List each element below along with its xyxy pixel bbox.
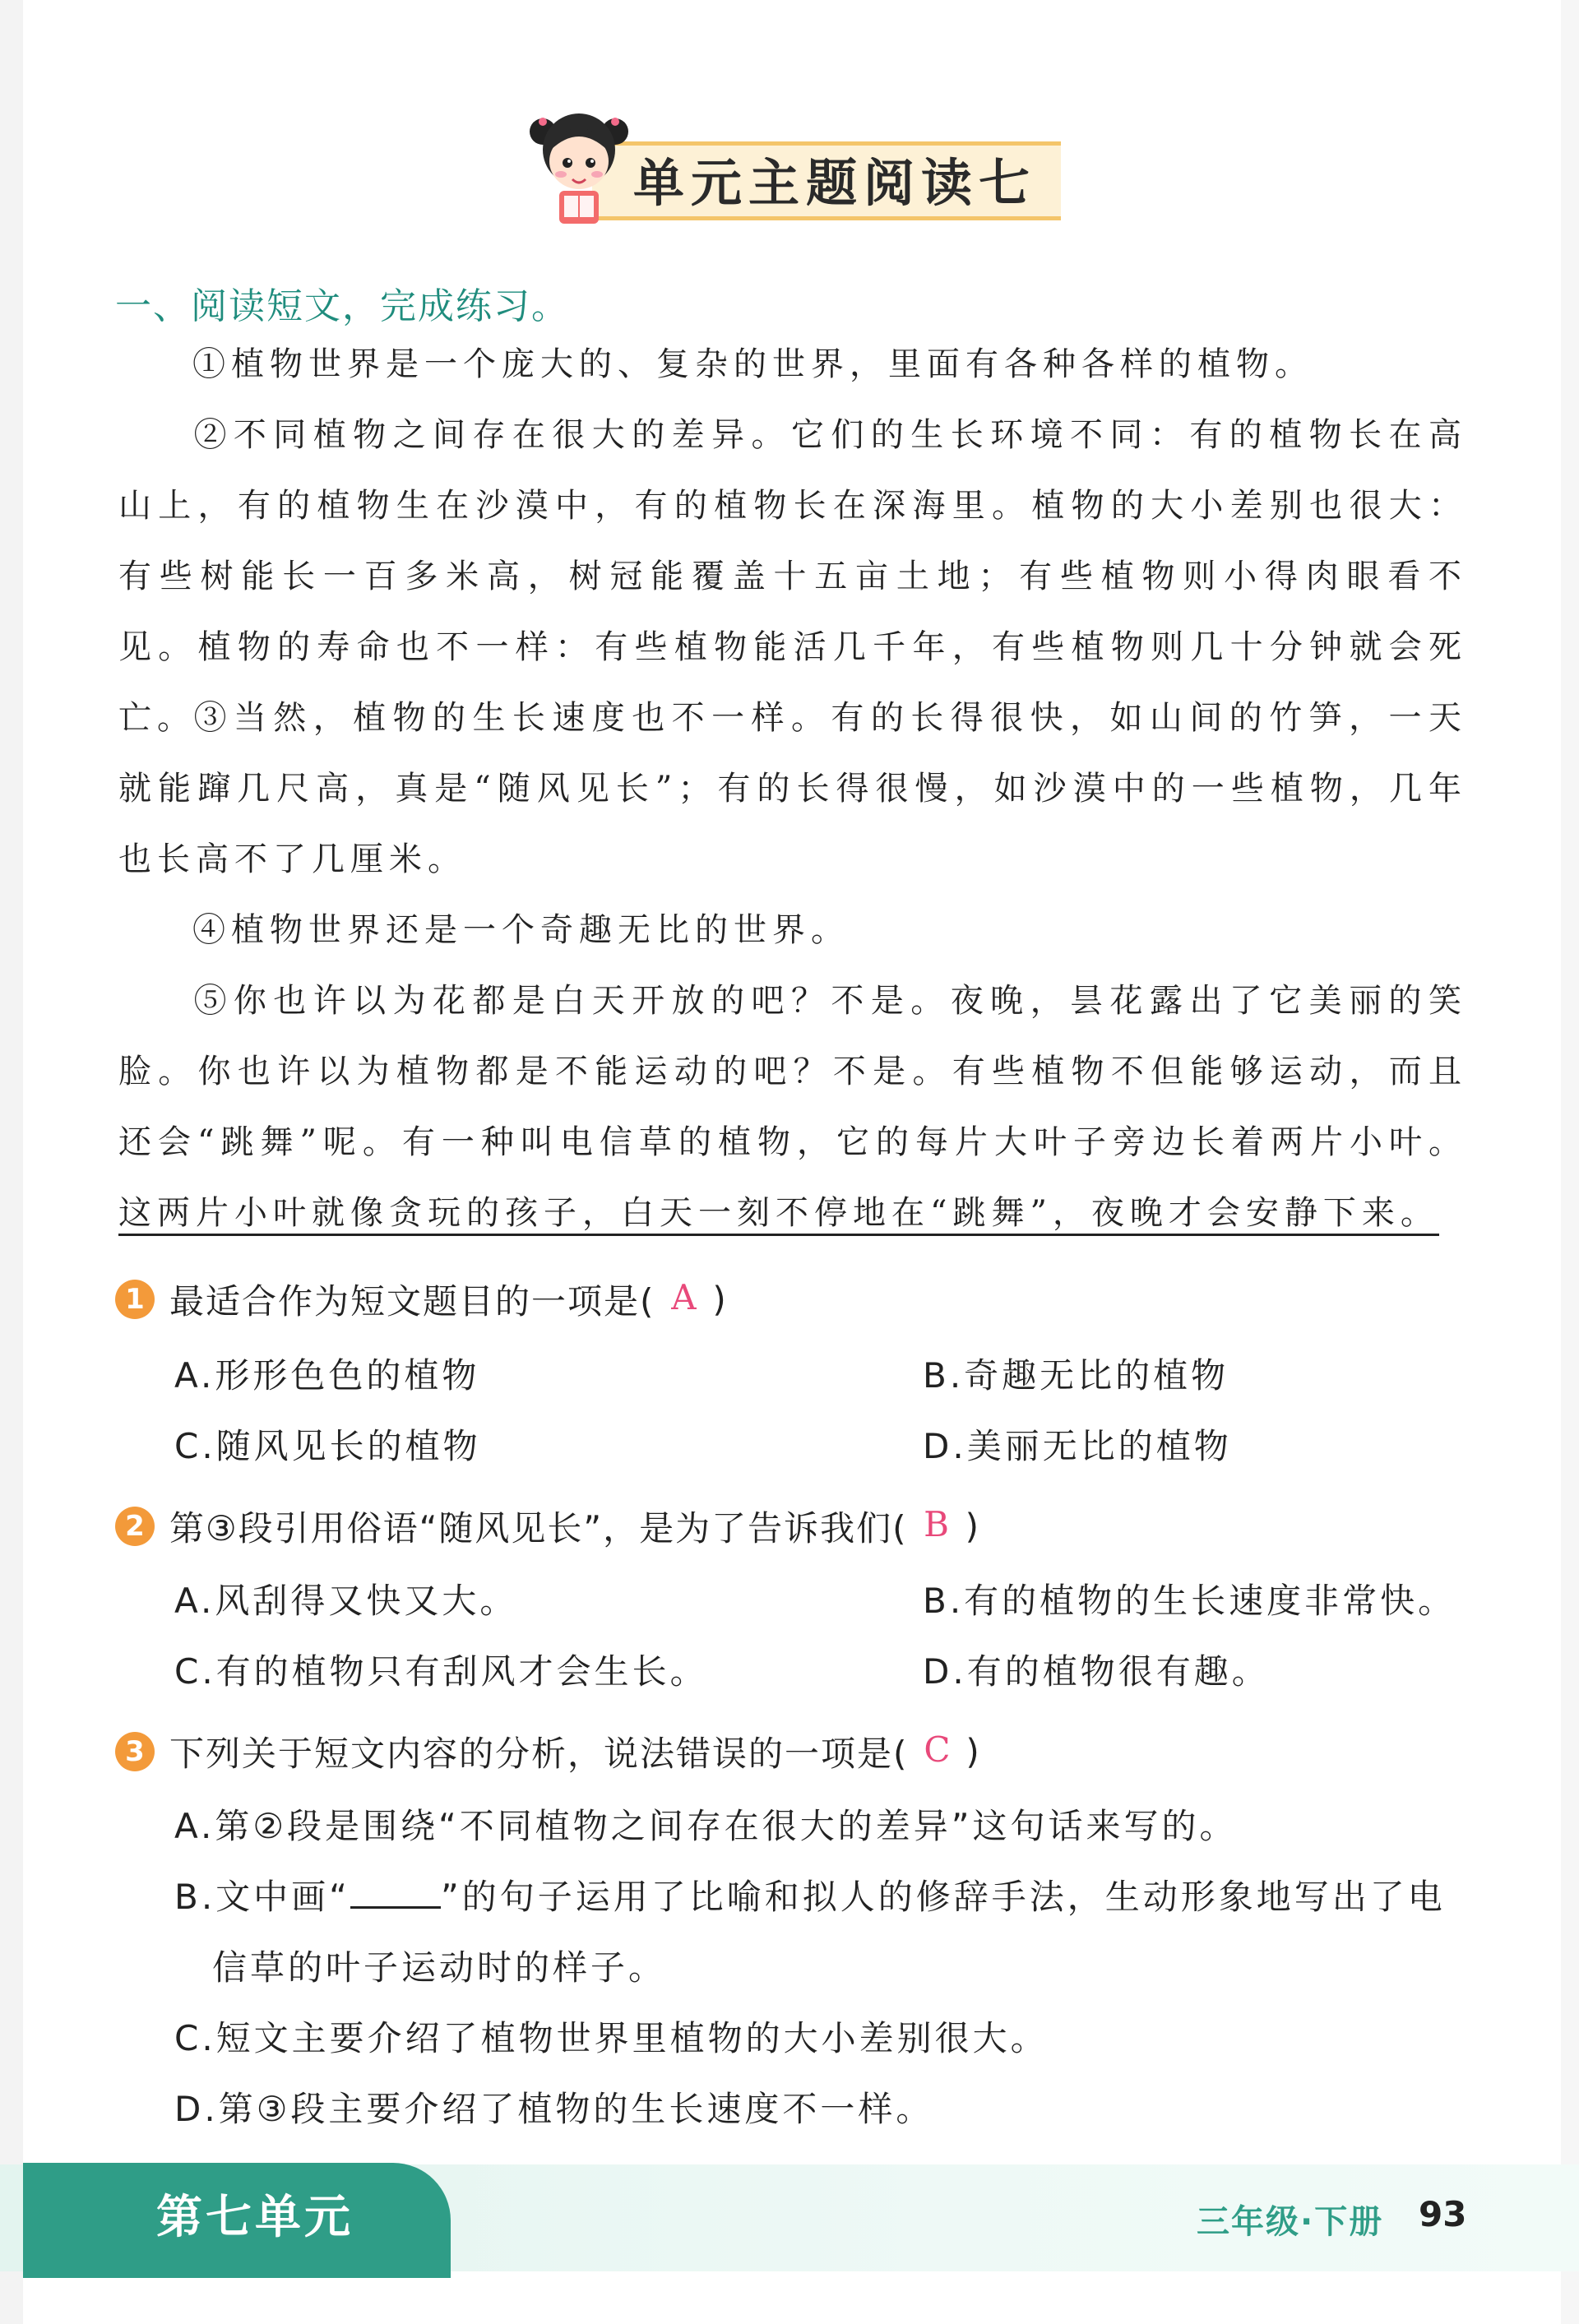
option-a[interactable]: A.形形色色的植物 [174, 1355, 480, 1396]
option-d[interactable]: D.有的植物很有趣。 [923, 1651, 1270, 1692]
paragraph-1: ①植物世界是一个庞大的、复杂的世界，里面有各种各样的植物。 [192, 345, 1313, 383]
option-c[interactable]: C.随风见长的植物 [174, 1426, 481, 1466]
question-number: 2 [115, 1507, 155, 1546]
page-number: 93 [1419, 2194, 1467, 2234]
option-a[interactable]: A.风刮得又快又大。 [174, 1581, 518, 1621]
question-3: 3 下列关于短文内容的分析，说法错误的一项是( C ) [115, 1727, 981, 1776]
paragraph-3: ③当然，植物的生长速度也不一样。有的长得很快，如山间的竹笋，一天就能蹿几尺高，真是“随风见长”；有的长得很慢，如沙漠中的一些植物，几年也长高不了几厘米。 [118, 699, 1467, 878]
option-b-continued: 信草的叶子运动时的样子。 [212, 1947, 667, 1988]
option-b[interactable]: B.文中画“ ”的句子运用了比喻和拟人的修辞手法，生动形象地写出了电 [174, 1877, 1446, 1917]
option-d[interactable]: D.第③段主要介绍了植物的生长速度不一样。 [174, 2089, 934, 2129]
option-c[interactable]: C.有的植物只有刮风才会生长。 [174, 1651, 708, 1692]
section-heading: 一、阅读短文，完成练习。 [115, 285, 569, 327]
underlined-sentence: 这两片小叶就像贪玩的孩子，白天一刻不停地在“跳舞”，夜晚才会安静下来。 [118, 1194, 1439, 1236]
underline-sample [350, 1882, 441, 1909]
footer-grade-label: 三年级·下册 [1197, 2203, 1384, 2241]
answer-blank[interactable]: C [924, 1729, 951, 1770]
question-number: 1 [115, 1280, 155, 1319]
question-2: 2 第③段引用俗语“随风见长”，是为了告诉我们( B ) [115, 1502, 980, 1551]
option-d[interactable]: D.美丽无比的植物 [923, 1426, 1232, 1466]
option-c[interactable]: C.短文主要介绍了植物世界里植物的大小差别很大。 [174, 2018, 1049, 2058]
paragraph-4: ④植物世界还是一个奇趣无比的世界。 [192, 911, 850, 949]
title-banner [518, 99, 1069, 230]
option-b[interactable]: B.奇趣无比的植物 [923, 1355, 1229, 1396]
paragraph-2: ②不同植物之间存在很大的差异。它们的生长环境不同：有的植物长在高山上，有的植物生在沙漠中，有的植物长在深海里。植物的大小差别也很大：有些树能长一百多米高，树冠能覆盖十五亩土地；有些植物则小得肉眼看不见。植物的寿命也不一样：有些植物能活几千年，有些植物则几十分钟就会死亡。 [118, 416, 1467, 737]
paragraph-5: ⑤你也许以为花都是白天开放的吧？不是。夜晚，昙花露出了它美丽的笑脸。你也许以为植物都是不能运动的吧？不是。有些植物不但能够运动，而且还会“跳舞”呢。有一种叫电信草的植物，它的每片大叶子旁边长着两片小叶。这两片小叶就像贪玩的孩子，白天一刻不停地在“跳舞”，夜晚才会安静下来。 [118, 965, 1467, 1248]
question-1: 1 最适合作为短文题目的一项是( A ) [115, 1275, 728, 1324]
option-b[interactable]: B.有的植物的生长速度非常快。 [923, 1581, 1456, 1621]
page-edge-right [1561, 0, 1579, 2324]
page-edge-left [0, 0, 23, 2324]
option-a[interactable]: A.第②段是围绕“不同植物之间存在很大的差异”这句话来写的。 [174, 1806, 1238, 1846]
reading-girl-icon [518, 99, 641, 230]
footer-unit-label: 第七单元 [156, 2191, 354, 2244]
answer-blank[interactable]: A [671, 1276, 697, 1317]
page-title: 单元主题阅读七 [633, 153, 1037, 213]
question-number: 3 [115, 1732, 155, 1771]
answer-blank[interactable]: B [924, 1503, 949, 1544]
